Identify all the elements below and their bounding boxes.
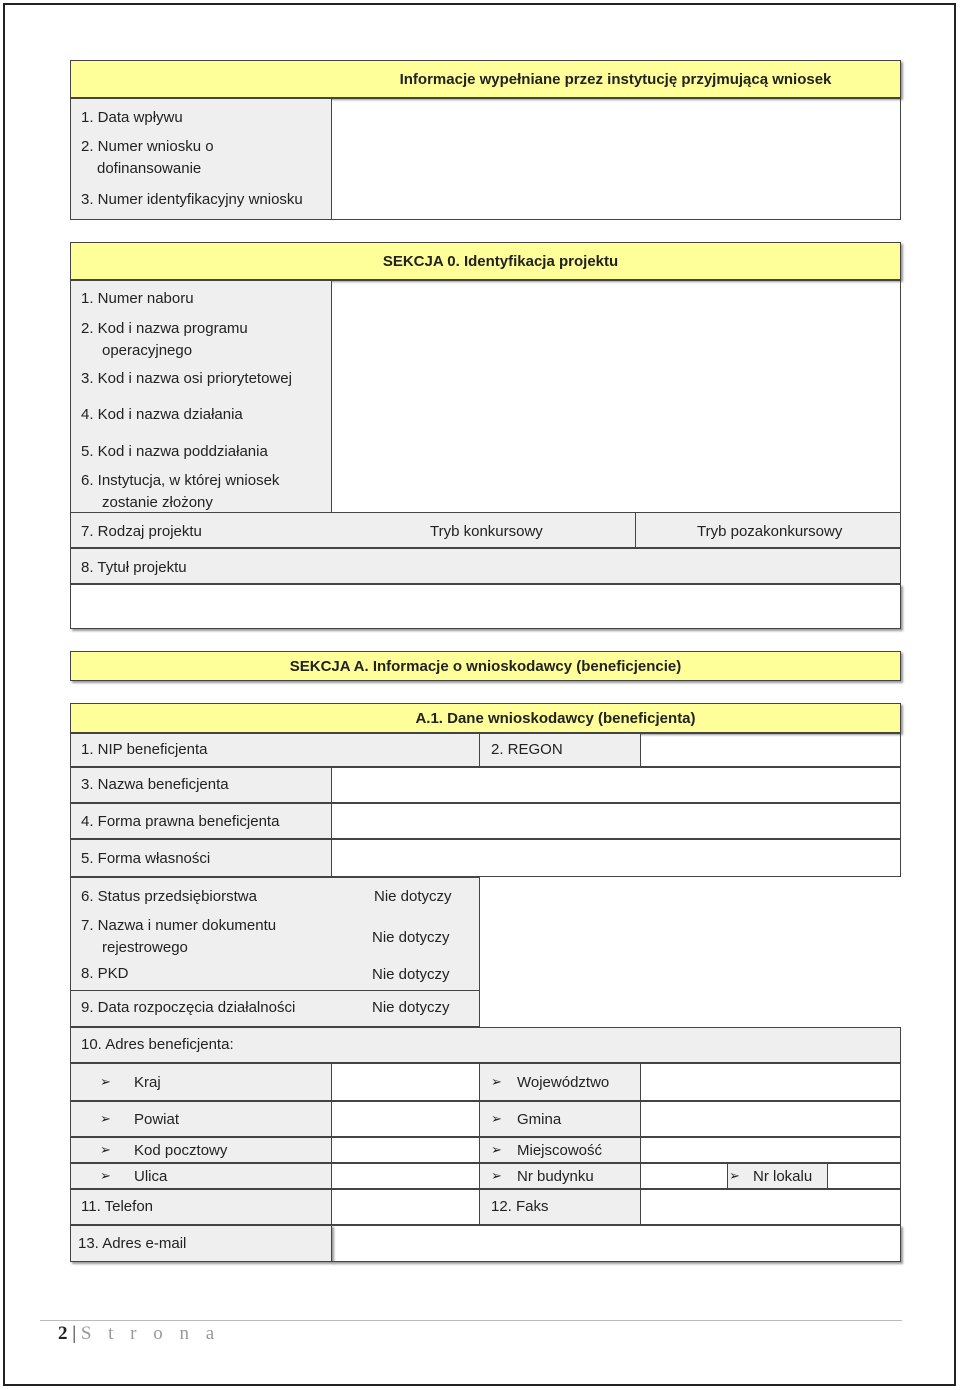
legal-form-label: 4. Forma prawna beneficjenta — [81, 813, 280, 830]
name-label: 3. Nazwa beneficjenta — [81, 776, 229, 793]
s0-row-program-2: operacyjnego — [102, 342, 193, 359]
regon-field[interactable] — [640, 733, 901, 767]
country-bullet-icon: ➢ — [100, 1074, 111, 1089]
phone-label: 11. Telefon — [81, 1198, 154, 1215]
commune-field[interactable] — [640, 1101, 901, 1137]
section0-header-text: SEKCJA 0. Identyfikacja projektu — [382, 252, 619, 270]
office-row-number-2: dofinansowanie — [97, 160, 202, 177]
s0-title-label-row — [70, 548, 901, 584]
office-header — [70, 60, 901, 98]
email-field[interactable] — [331, 1225, 901, 1262]
building-bullet-icon: ➢ — [491, 1168, 502, 1183]
office-header-text: Informacje wypełniane przez instytucję przyjmującą wniosek — [399, 70, 832, 88]
postal-label: Kod pocztowy — [134, 1142, 228, 1159]
section0-header — [70, 242, 901, 280]
ownership-label: 5. Forma własności — [81, 850, 211, 867]
s0-row-nabor: 1. Numer naboru — [81, 290, 194, 307]
s0-row-tytul: 8. Tytuł projektu — [81, 559, 187, 576]
city-label: Miejscowość — [517, 1142, 603, 1159]
s0-row-os: 3. Kod i nazwa osi priorytetowej — [81, 370, 292, 387]
footer-rule — [40, 1320, 902, 1321]
city-bullet-icon: ➢ — [491, 1142, 502, 1157]
email-label: 13. Adres e-mail — [78, 1235, 187, 1252]
s0-row-rodzaj: 7. Rodzaj projektu — [81, 523, 202, 540]
start-date-label: 9. Data rozpoczęcia działalności — [81, 999, 296, 1016]
postal-field[interactable] — [331, 1137, 480, 1163]
s0-row-program-1: 2. Kod i nazwa programu — [81, 320, 248, 337]
s0-row-instytucja-1: 6. Instytucja, w której wniosek — [81, 472, 280, 489]
page-number — [58, 1323, 220, 1345]
voivodeship-bullet-icon: ➢ — [491, 1074, 502, 1089]
voivodeship-label: Województwo — [517, 1074, 610, 1091]
legal-form-field[interactable] — [331, 803, 901, 839]
city-field[interactable] — [640, 1137, 901, 1163]
start-date-separator — [70, 990, 480, 991]
section0-values-column[interactable] — [331, 280, 901, 518]
page-number-separator: | — [72, 1323, 77, 1344]
county-label: Powiat — [134, 1111, 180, 1128]
reg-doc-label-1: 7. Nazwa i numer dokumentu — [81, 917, 277, 934]
nip-label: 1. NIP beneficjenta — [81, 741, 208, 758]
postal-bullet-icon: ➢ — [100, 1142, 111, 1157]
reg-doc-label-2: rejestrowego — [102, 939, 188, 956]
option-tryb-konkursowy[interactable]: Tryb konkursowy — [430, 523, 543, 540]
start-date-value: Nie dotyczy — [372, 999, 450, 1016]
flat-field[interactable] — [827, 1163, 901, 1189]
building-field[interactable] — [640, 1163, 728, 1189]
phone-field[interactable] — [331, 1189, 480, 1225]
company-info-right — [479, 877, 901, 1027]
fax-field[interactable] — [640, 1189, 901, 1225]
pkd-label: 8. PKD — [81, 965, 129, 982]
project-type-divider — [635, 512, 636, 548]
page-word: S t r o n a — [80, 1323, 221, 1344]
status-label: 6. Status przedsiębiorstwa — [81, 888, 257, 905]
sectionA-header-text: SEKCJA A. Informacje o wnioskodawcy (beneficjencie) — [289, 657, 682, 675]
commune-bullet-icon: ➢ — [491, 1111, 502, 1126]
office-row-date: 1. Data wpływu — [81, 109, 183, 126]
voivodeship-field[interactable] — [640, 1063, 901, 1101]
flat-label: Nr lokalu — [753, 1168, 813, 1185]
status-value: Nie dotyczy — [374, 888, 452, 905]
street-field[interactable] — [331, 1163, 480, 1189]
street-label: Ulica — [134, 1168, 168, 1185]
ownership-field[interactable] — [331, 839, 901, 877]
address-label: 10. Adres beneficjenta: — [81, 1036, 234, 1053]
office-row-id: 3. Numer identyfikacyjny wniosku — [81, 191, 303, 208]
s0-row-dzialanie: 4. Kod i nazwa działania — [81, 406, 243, 423]
pkd-value: Nie dotyczy — [372, 966, 450, 983]
name-field[interactable] — [331, 767, 901, 803]
sectionA1-header — [70, 703, 901, 733]
country-label: Kraj — [134, 1074, 161, 1091]
street-bullet-icon: ➢ — [100, 1168, 111, 1183]
option-tryb-pozakonkursowy[interactable]: Tryb pozakonkursowy — [697, 523, 843, 540]
commune-label: Gmina — [517, 1111, 562, 1128]
fax-label: 12. Faks — [491, 1198, 549, 1215]
building-label: Nr budynku — [517, 1168, 594, 1185]
page-number-value: 2 — [58, 1323, 68, 1344]
s0-row-instytucja-2: zostanie złożony — [102, 494, 213, 511]
reg-doc-value: Nie dotyczy — [372, 929, 450, 946]
office-values-column[interactable] — [331, 98, 901, 220]
regon-label: 2. REGON — [491, 741, 563, 758]
office-row-number-1: 2. Numer wniosku o — [81, 138, 214, 155]
county-field[interactable] — [331, 1101, 480, 1137]
country-field[interactable] — [331, 1063, 480, 1101]
s0-row-poddzialanie: 5. Kod i nazwa poddziałania — [81, 443, 268, 460]
flat-bullet-icon: ➢ — [729, 1168, 740, 1183]
county-bullet-icon: ➢ — [100, 1111, 111, 1126]
sectionA-header — [70, 651, 901, 681]
sectionA1-header-text: A.1. Dane wnioskodawcy (beneficjenta) — [415, 709, 696, 727]
project-title-field[interactable] — [70, 584, 901, 629]
